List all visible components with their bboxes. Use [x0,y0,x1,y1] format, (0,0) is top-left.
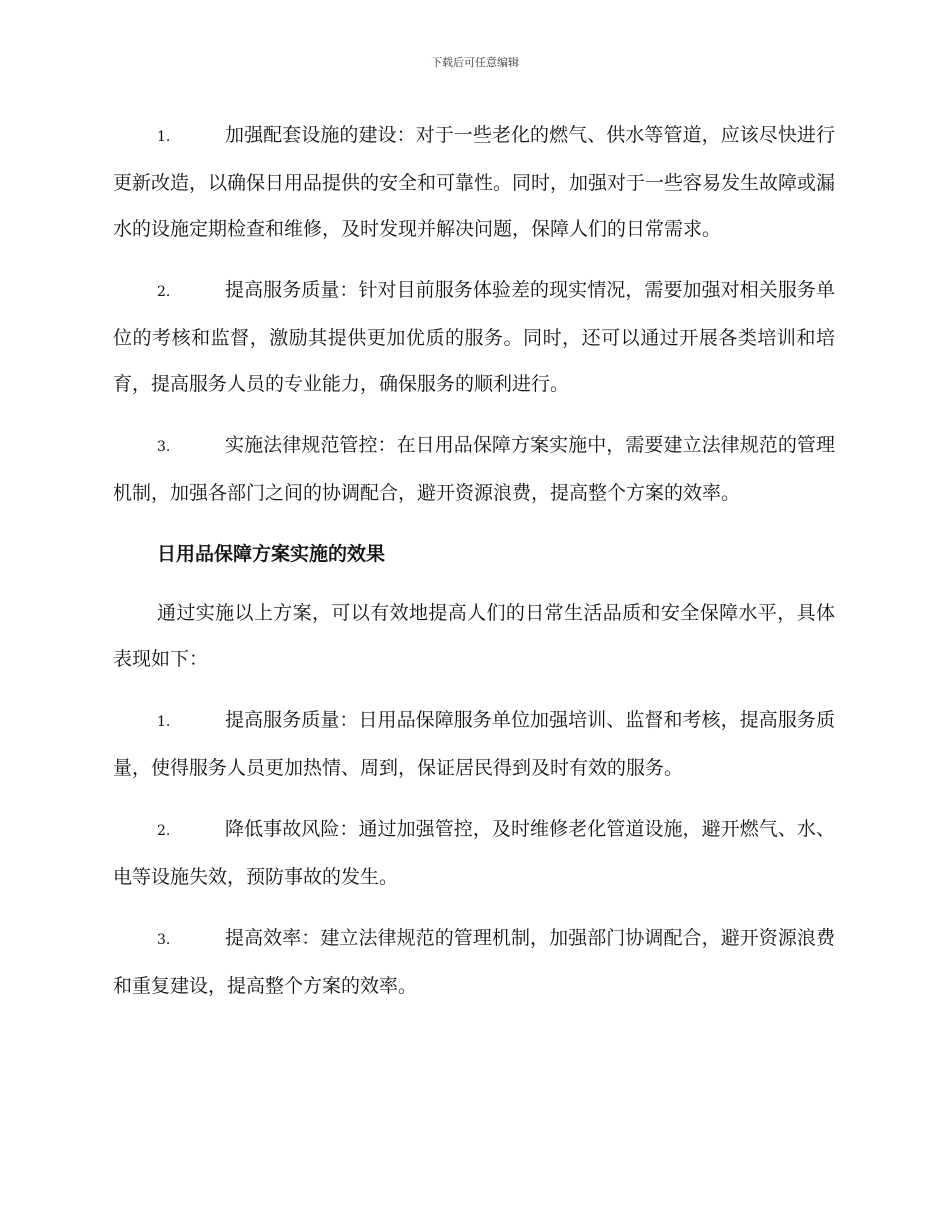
document-body [113,112,835,1024]
list-item-text: 降低事故风险：通过加强管控，及时维修老化管道设施，避开燃气、水、电等设施失效，预防事故的发生。 [113,818,835,888]
list-item-text: 提高服务质量：日用品保障服务单位加强培训、监督和考核，提高服务质量，使得服务人员更加热情、周到，保证居民得到及时有效的服务。 [113,709,835,779]
page-header: 下载后可任意编辑 [431,56,519,69]
list-item-text: 加强配套设施的建设：对于一些老化的燃气、供水等管道，应该尽快进行更新改造，以确保日用品提供的安全和可靠性。同时，加强对于一些容易发生故障或漏水的设施定期检查和维修，及时发现并解决问题，保障人们的日常需求。 [113,124,836,240]
list-item-text: 实施法律规范管控：在日用品保障方案实施中，需要建立法律规范的管理机制，加强各部门之间的协调配合，避开资源浪费，提高整个方案的效率。 [113,434,835,504]
section-heading: 日用品保障方案实施的效果 [157,543,386,565]
list-item [113,806,835,900]
list-item-text: 提高服务质量：针对目前服务体验差的现实情况，需要加强对相关服务单位的考核和监督，激励其提供更加优质的服务。同时，还可以通过开展各类培训和培育，提高服务人员的专业能力，确保服务的顺利进行。 [113,279,835,395]
intro-paragraph: 通过实施以上方案，可以有效地提高人们的日常生活品质和安全保障水平，具体表现如下： [113,602,835,670]
list-number: 3. [157,932,171,948]
list-number: 2. [157,284,171,300]
list-number: 3. [157,439,171,455]
list-number: 1. [157,129,171,145]
list-item [113,915,835,1009]
list-item-text: 提高效率：建立法律规范的管理机制，加强部门协调配合，避开资源浪费和重复建设，提高整个方案的效率。 [113,927,835,997]
list-item [113,422,835,516]
list-number: 1. [157,714,171,730]
list-item [113,267,835,407]
list-number: 2. [157,823,171,839]
list-item [113,112,835,252]
list-item [113,697,835,791]
